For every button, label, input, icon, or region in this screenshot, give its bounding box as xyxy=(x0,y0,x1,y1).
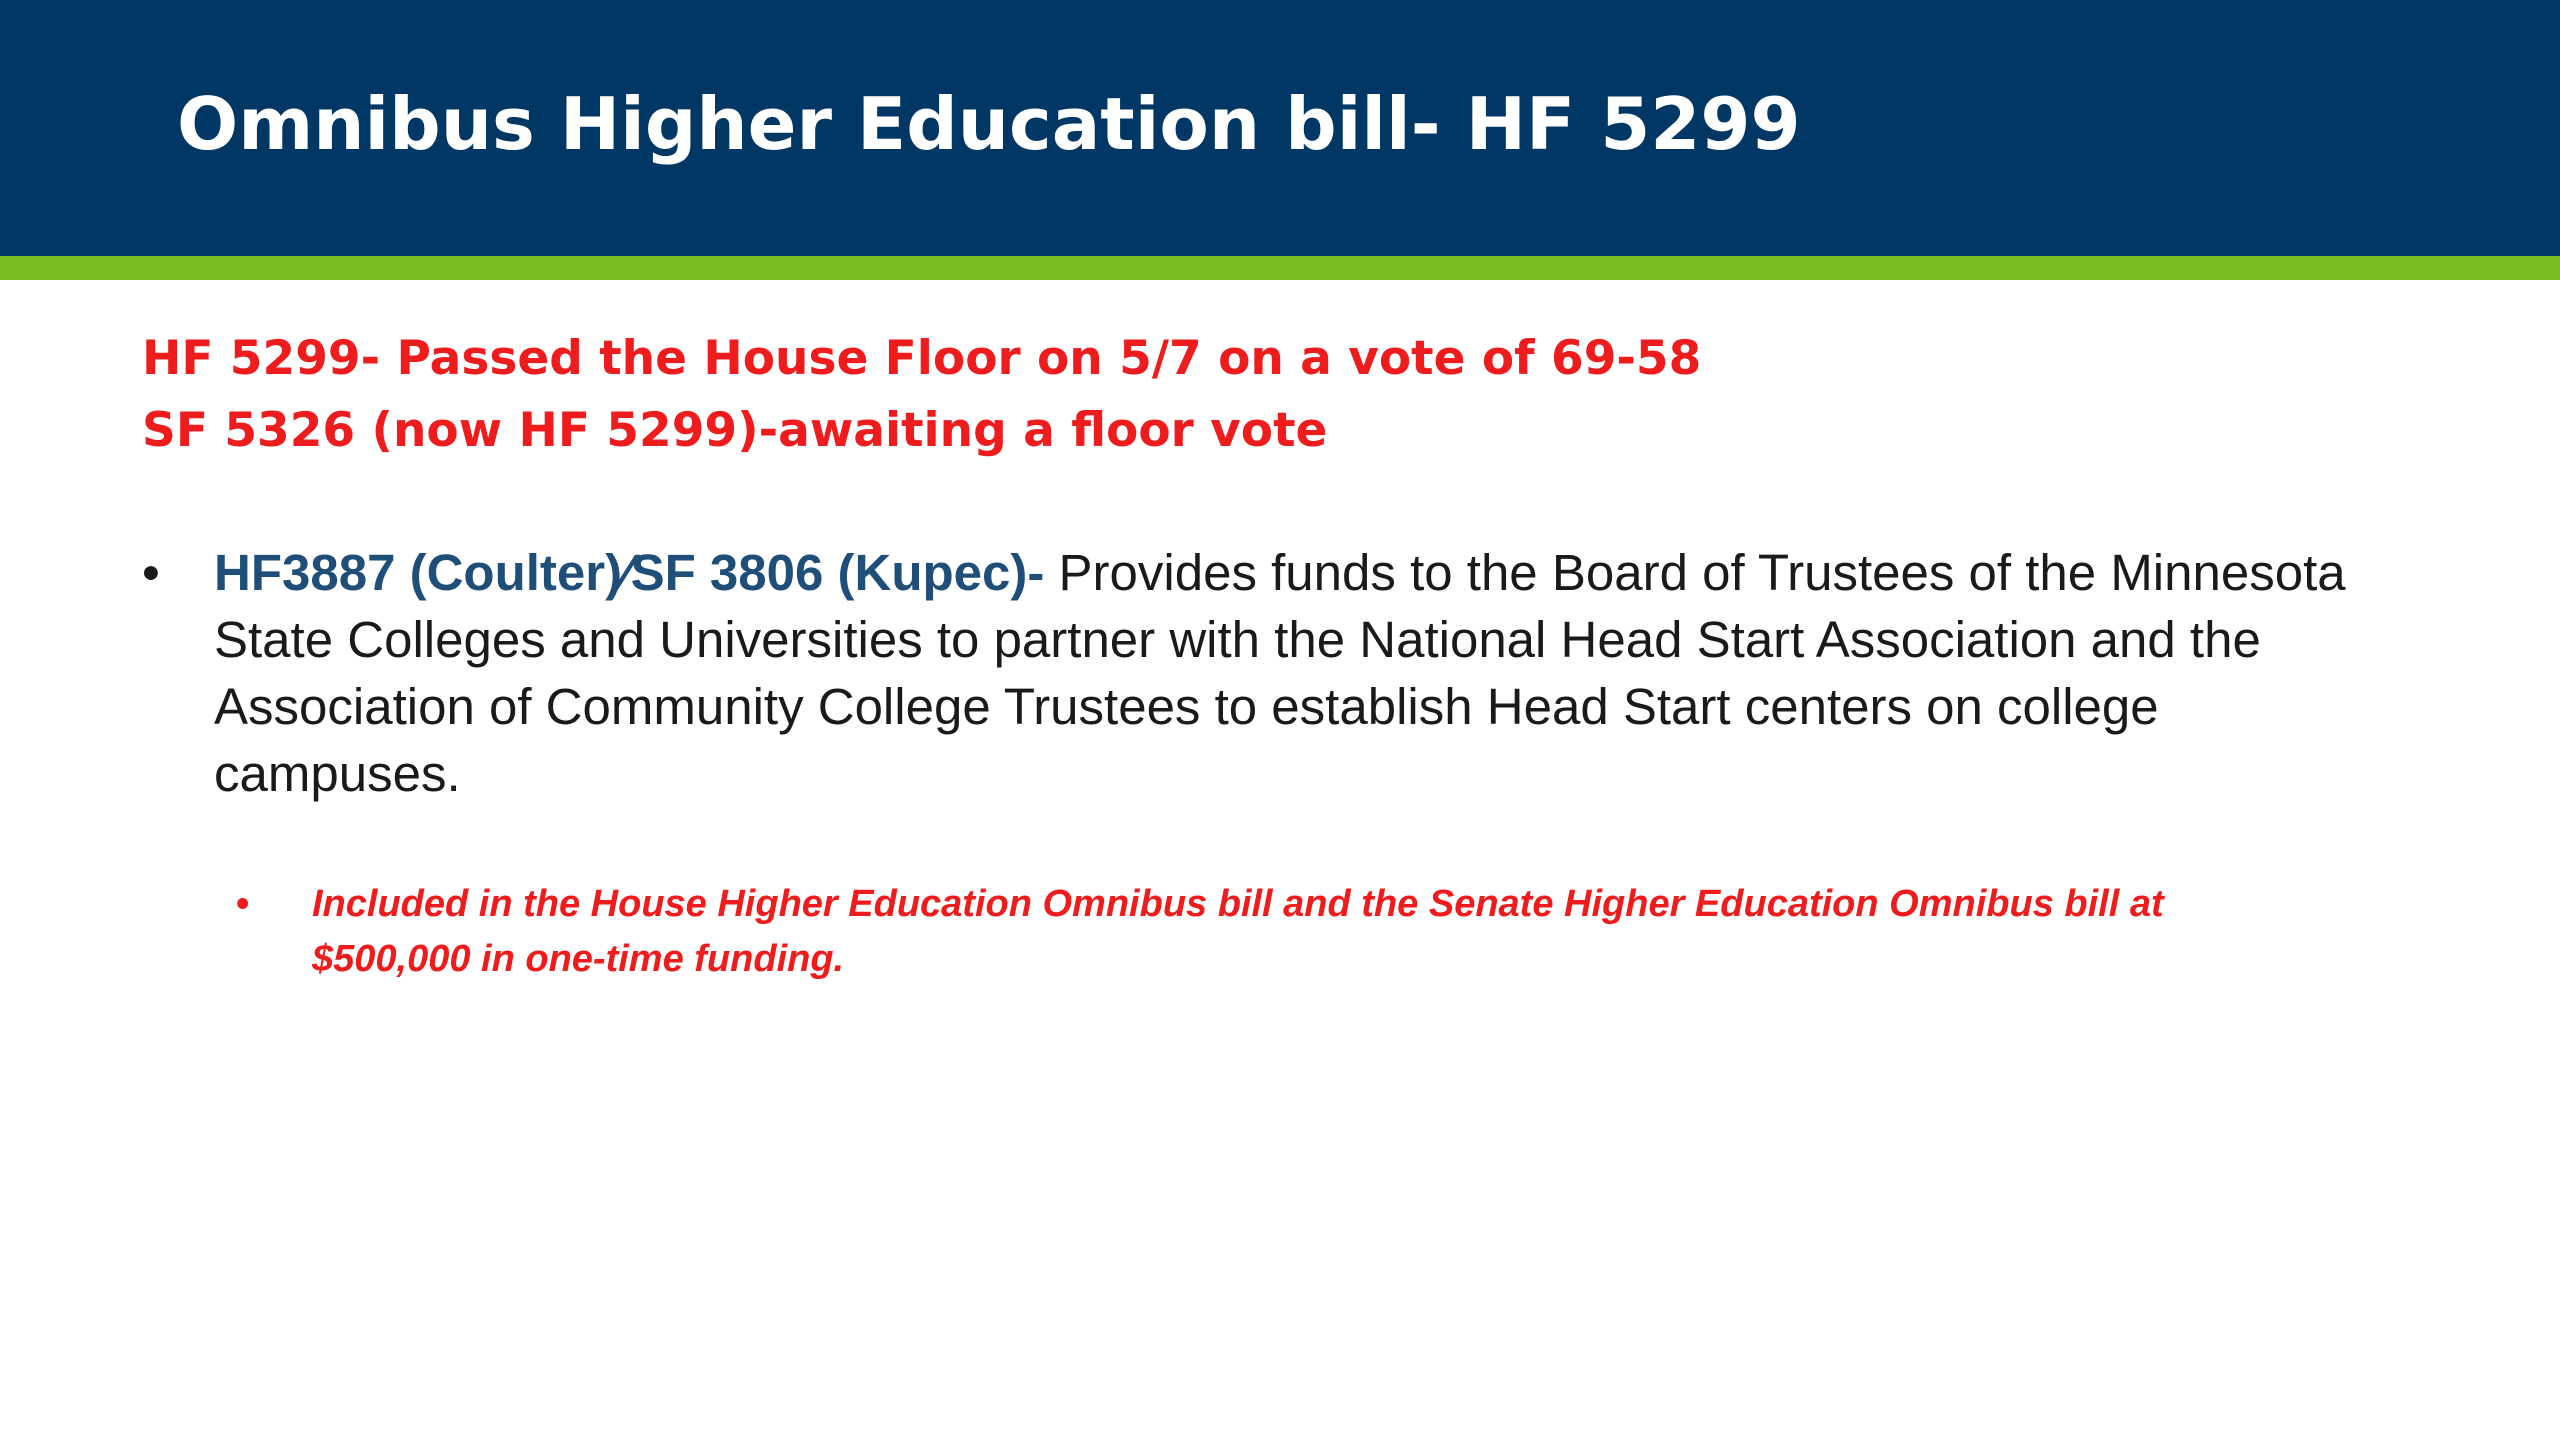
sub-bullet-item xyxy=(236,877,2316,987)
status-line-house: HF 5299- Passed the House Floor on 5/7 on a vote of 69-58 xyxy=(142,331,1702,386)
slide-title: Omnibus Higher Education bill- HF 5299 xyxy=(177,82,1801,166)
bullet-item xyxy=(142,539,2382,807)
sub-bullet-text: Included in the House Higher Education Omnibus bill and the Senate Higher Education Omnibus bill at $500,000 in one-time funding. xyxy=(312,883,2164,980)
bill-description: Provides funds to the Board of Trustees of the Minnesota State Colleges and Universities to partner with the National Head Start Association and the Association of Community College Trustees to establish Head Start centers on college campuses. xyxy=(214,544,2346,802)
bullet-marker: • xyxy=(142,544,160,601)
bill-reference: HF3887 (Coulter)⁄SF 3806 (Kupec)- xyxy=(214,544,1045,601)
accent-bar xyxy=(0,256,2560,280)
sub-bullet-marker: • xyxy=(236,883,250,925)
status-line-senate: SF 5326 (now HF 5299)-awaiting a floor vote xyxy=(142,403,1328,458)
bullet-body xyxy=(214,539,2382,807)
title-bar xyxy=(0,0,2560,256)
